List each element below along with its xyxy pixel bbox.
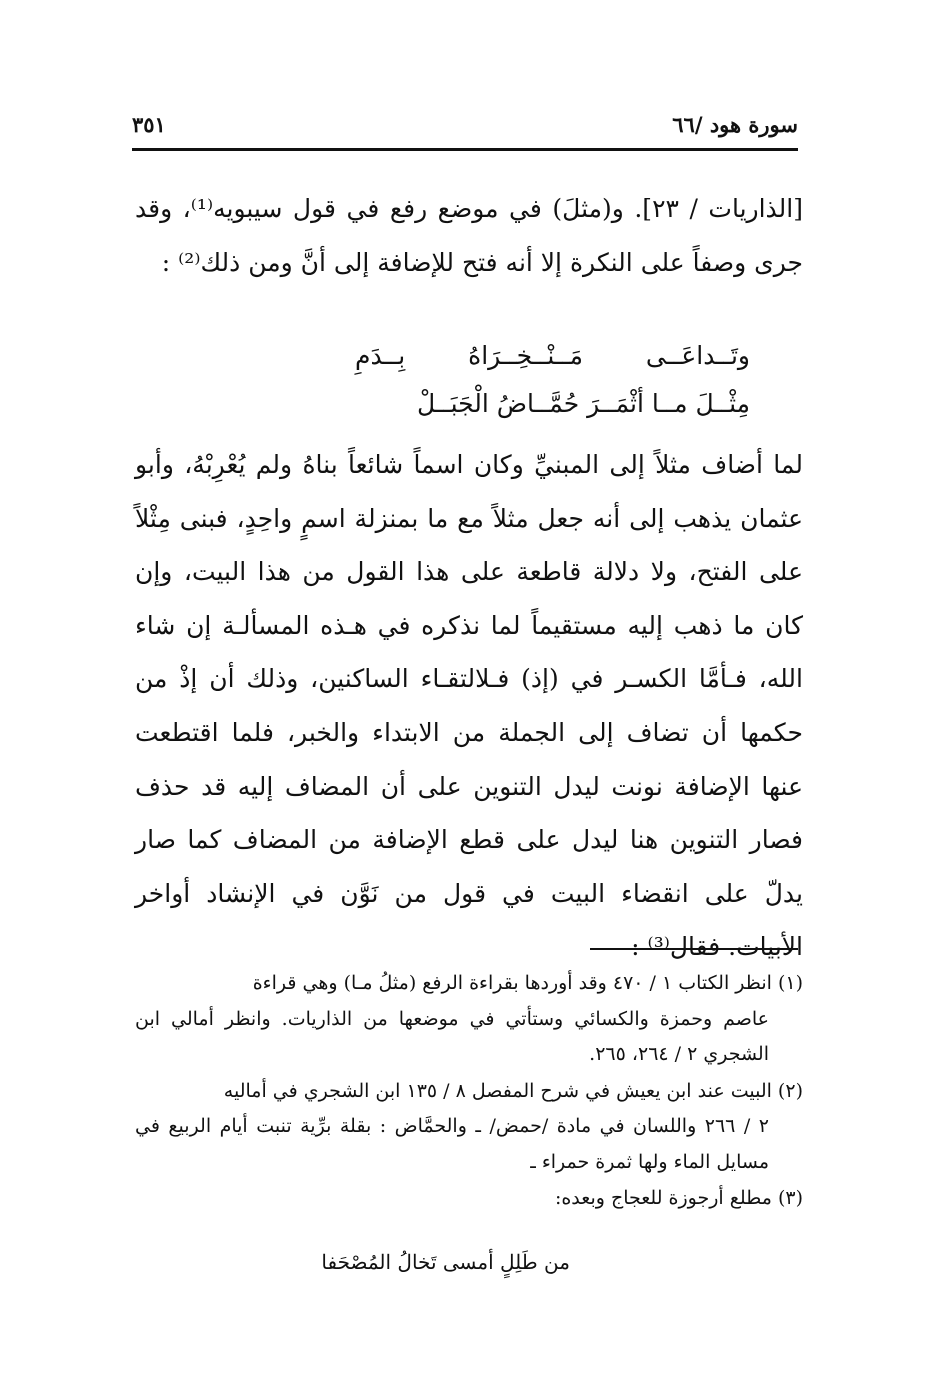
footnote-verse: من طَلِلٍ أمسى تَخالُ المُصْحَفا	[321, 1250, 570, 1274]
footnote-1-first-line: (١) انظر الكتاب ١ / ٤٧٠ وقد أوردها بقراءة الرفع (مثلُ مـا) وهي قراءة	[252, 972, 803, 994]
footnote-1-continuation: عاصم وحمزة والكسائي وستأتي في موضعها من الذاريات. وانظر أمالي ابن الشجري ٢ / ٢٦٤، ٢٦٥.	[135, 1007, 769, 1065]
main-text-paragraph-1	[135, 182, 803, 289]
verse-line-1-word-3: بِــدَمِ	[355, 341, 406, 370]
verse-line-1-word-1: وتَــداعَــى	[645, 341, 750, 370]
footnote-2	[135, 1074, 803, 1181]
paragraph-1: [الذاريات / ٢٣]. و(مثلَ) في موضع رفع في قول سيبويه⁽¹⁾، وقد جرى وصفاً على النكرة إلا أنه فتح للإضافة إلى أنَّ ومن ذلك⁽²⁾ :	[135, 194, 803, 277]
footnote-3	[135, 1181, 803, 1217]
footnote-2-continuation: ٢ / ٢٦٦ واللسان في مادة /حمض/ ـ والحمَّاض : بقلة برِّية تنبت أيام الربيع في مسايل الماء ولها ثمرة حمراء ـ	[135, 1115, 770, 1173]
page-header	[132, 110, 798, 151]
footnote-separator	[590, 948, 798, 950]
verse-line-1	[190, 332, 750, 380]
main-text-paragraph-2	[135, 438, 803, 974]
verse-line-2: مِثْــلَ مــا أثْمَــرَ حُمَّــاضُ الْجَبَــلْ	[417, 389, 750, 418]
footnote-2-first-line: (٢) البيت عند ابن يعيش في شرح المفصل ٨ / ١٣٥ ابن الشجري في أماليه	[223, 1079, 803, 1102]
verse-line-1-word-2: مَــنْــخِــرَاهُ	[468, 341, 583, 370]
running-title: سورة هود /٦٦	[672, 112, 798, 137]
poetry-verse	[190, 332, 750, 428]
page-number: ٣٥١	[132, 112, 166, 137]
paragraph-2: لما أضاف مثلاً إلى المبنيِّ وكان اسماً شائعاً بناهُ ولم يُعْرِبْهُ، وأبو عثمان يذهب إلى أنه جعل مثلاً مع ما بمنزلة اسمٍ واحِدٍ، فبنى مِثْلاً على الفتح، ولا دلالة قاطعة على هذا القول من هذا البيت، وإن كان ما ذهب إليه مستقيماً لما نذكره في هـذه المسألـة إن شاء الله، فـأمَّا الكسـر في (إذ) فـلالتقـاء الساكنين، وذلك أن إذْ من حكمها أن تضاف إلى الجملة من الابتداء والخبر، فلما اقتطعت عنها الإضافة نونت ليدل التنوين على أن المضاف إليه قد حذف فصار التنوين هنا ليدل على قطع الإضافة من المضاف كما صار يدلّ على انقضاء البيت في قول من نَوَّن في الإنشاد أواخر الأبيات. فقال⁽³⁾ :	[135, 450, 803, 962]
footnotes	[135, 966, 803, 1218]
footnote-3-first-line: (٣) مطلع أرجوزة للعجاج وبعده:	[554, 1187, 803, 1209]
footnote-1	[135, 966, 803, 1073]
